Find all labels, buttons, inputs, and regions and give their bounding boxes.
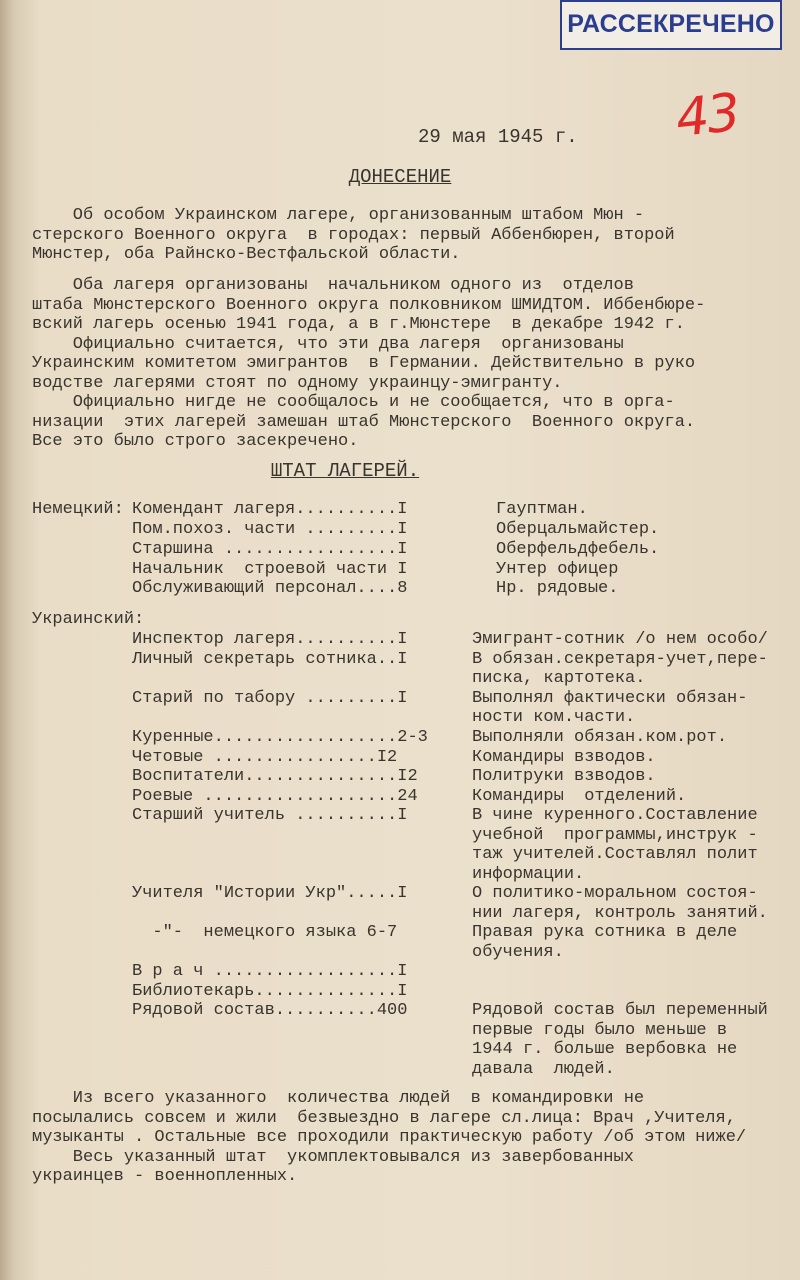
ukrainian-staff-label: Украинский:	[32, 610, 145, 629]
german-staff-rank: Нр. рядовые.	[496, 579, 619, 598]
german-staff-label: Немецкий:	[32, 500, 124, 519]
declassified-stamp: РАССЕКРЕЧЕНО	[560, 0, 782, 50]
text-line: низации этих лагерей замешан штаб Мюнстерского Военного округа.	[32, 412, 696, 432]
ukrainian-staff-note: информации.	[472, 865, 585, 884]
ukrainian-staff-note: Эмигрант-сотник /о нем особо/	[472, 630, 768, 649]
staff-title-text: ШТАТ ЛАГЕРЕЙ.	[270, 460, 420, 482]
text-line: музыканты . Остальные все проходили практическую работу /об этом ниже/	[32, 1128, 747, 1147]
text-line: Официально считается, что эти два лагеря организованы	[32, 334, 624, 354]
document-title-text: ДОНЕСЕНИЕ	[348, 166, 452, 188]
german-staff-item: Начальник строевой части I	[132, 560, 408, 579]
staff-section-title	[0, 460, 690, 482]
text-line: Из всего указанного количества людей в командировки не	[32, 1089, 645, 1108]
text-line: Весь указанный штат укомплектовывался из завербованных	[32, 1147, 634, 1167]
ukrainian-staff-item: Учителя "Истории Укр".....I	[132, 884, 408, 903]
text-line: Украинским комитетом эмигрантов в Германии. Действительно в руко	[32, 354, 696, 373]
ukrainian-staff-note: первые годы было меньше в	[472, 1021, 728, 1040]
ukrainian-staff-note: давала людей.	[472, 1060, 615, 1079]
text-line: штаба Мюнстерского Военного округа полковником ШМИДТОМ. Иббенбюре-	[32, 295, 706, 315]
ukrainian-staff-note: Командиры взводов.	[472, 748, 656, 767]
text-line: водстве лагерями стоят по одному украинцу-эмигранту.	[32, 373, 563, 393]
text-line: Оба лагеря организованы начальником одного из отделов	[32, 276, 634, 295]
german-staff-item: Пом.похоз. части .........I	[132, 520, 408, 539]
german-staff-rank: Оберфельдфебель.	[496, 540, 660, 559]
text-line: Об особом Украинском лагере, организованным штабом Мюн -	[32, 206, 645, 225]
ukrainian-staff-note: обучения.	[472, 943, 564, 962]
page-number: 43	[673, 82, 742, 150]
main-paragraphs	[32, 276, 792, 452]
ukrainian-staff-note: Политруки взводов.	[472, 767, 656, 786]
ukrainian-staff-item: Четовые ................I2	[132, 748, 398, 767]
german-staff-rank: Гауптман.	[496, 500, 588, 519]
closing-paragraph	[32, 1089, 792, 1187]
document-date: 29 мая 1945 г.	[418, 126, 578, 148]
ukrainian-staff-note: ности ком.части.	[472, 708, 636, 727]
ukrainian-staff-item: Воспитатели...............I2	[132, 767, 418, 786]
german-staff-rank: Оберцальмайстер.	[496, 520, 660, 539]
ukrainian-staff-note: Правая рука сотника в деле	[472, 923, 738, 942]
intro-paragraph	[32, 206, 792, 265]
text-line: Мюнстер, оба Райнско-Вестфальской области.	[32, 245, 461, 264]
ukrainian-staff-note: В чине куренного.Составление	[472, 806, 758, 825]
ukrainian-staff-note: Командиры отделений.	[472, 787, 687, 806]
ukrainian-staff-note: нии лагеря, контроль занятий.	[472, 904, 768, 923]
text-line: Официально нигде не сообщалось и не сообщается, что в орга-	[32, 393, 675, 412]
ukrainian-staff-item: Библиотекарь..............I	[132, 982, 408, 1001]
german-staff-item: Обслуживающий персонал....8	[132, 579, 408, 598]
ukrainian-staff-note: Выполняли обязан.ком.рот.	[472, 728, 728, 747]
ukrainian-staff-item: В р а ч ..................I	[132, 962, 408, 981]
ukrainian-staff-note: 1944 г. больше вербовка не	[472, 1040, 738, 1059]
text-line: вский лагерь осенью 1941 года, а в г.Мюнстере в декабре 1942 г.	[32, 315, 685, 334]
ukrainian-staff-item: -"- немецкого языка 6-7	[132, 923, 398, 942]
ukrainian-staff-item: Старий по табору .........I	[132, 689, 408, 708]
text-line: Все это было строго засекречено.	[32, 432, 359, 451]
ukrainian-staff-note: писка, картотека.	[472, 669, 646, 688]
ukrainian-staff-note: таж учителей.Составлял полит	[472, 845, 758, 864]
ukrainian-staff-item: Старший учитель ..........I	[132, 806, 408, 825]
text-line: украинцев - военнопленных.	[32, 1167, 298, 1186]
ukrainian-staff-note: Рядовой состав был переменный	[472, 1001, 768, 1020]
german-staff-item: Старшина .................I	[132, 540, 408, 559]
text-line: стерского Военного округа в городах: первый Аббенбюрен, второй	[32, 225, 675, 245]
document-title	[0, 166, 800, 188]
german-staff-item: Комендант лагеря..........I	[132, 500, 408, 519]
ukrainian-staff-item: Инспектор лагеря..........I	[132, 630, 408, 649]
ukrainian-staff-note: учебной программы,инструк -	[472, 826, 758, 845]
ukrainian-staff-item: Роевые ...................24	[132, 787, 418, 806]
ukrainian-staff-note: Выполнял фактически обязан-	[472, 689, 748, 708]
ukrainian-staff-item: Личный секретарь сотника..I	[132, 650, 408, 669]
ukrainian-staff-note: О политико-моральном состоя-	[472, 884, 758, 903]
ukrainian-staff-note: В обязан.секретаря-учет,пере-	[472, 650, 768, 669]
text-line: посылались совсем и жили безвыездно в лагере сл.лица: Врач ,Учителя,	[32, 1108, 736, 1128]
ukrainian-staff-item: Куренные..................2-3	[132, 728, 428, 747]
ukrainian-staff-item: Рядовой состав..........400	[132, 1001, 408, 1020]
german-staff-rank: Унтер офицер	[496, 560, 619, 579]
